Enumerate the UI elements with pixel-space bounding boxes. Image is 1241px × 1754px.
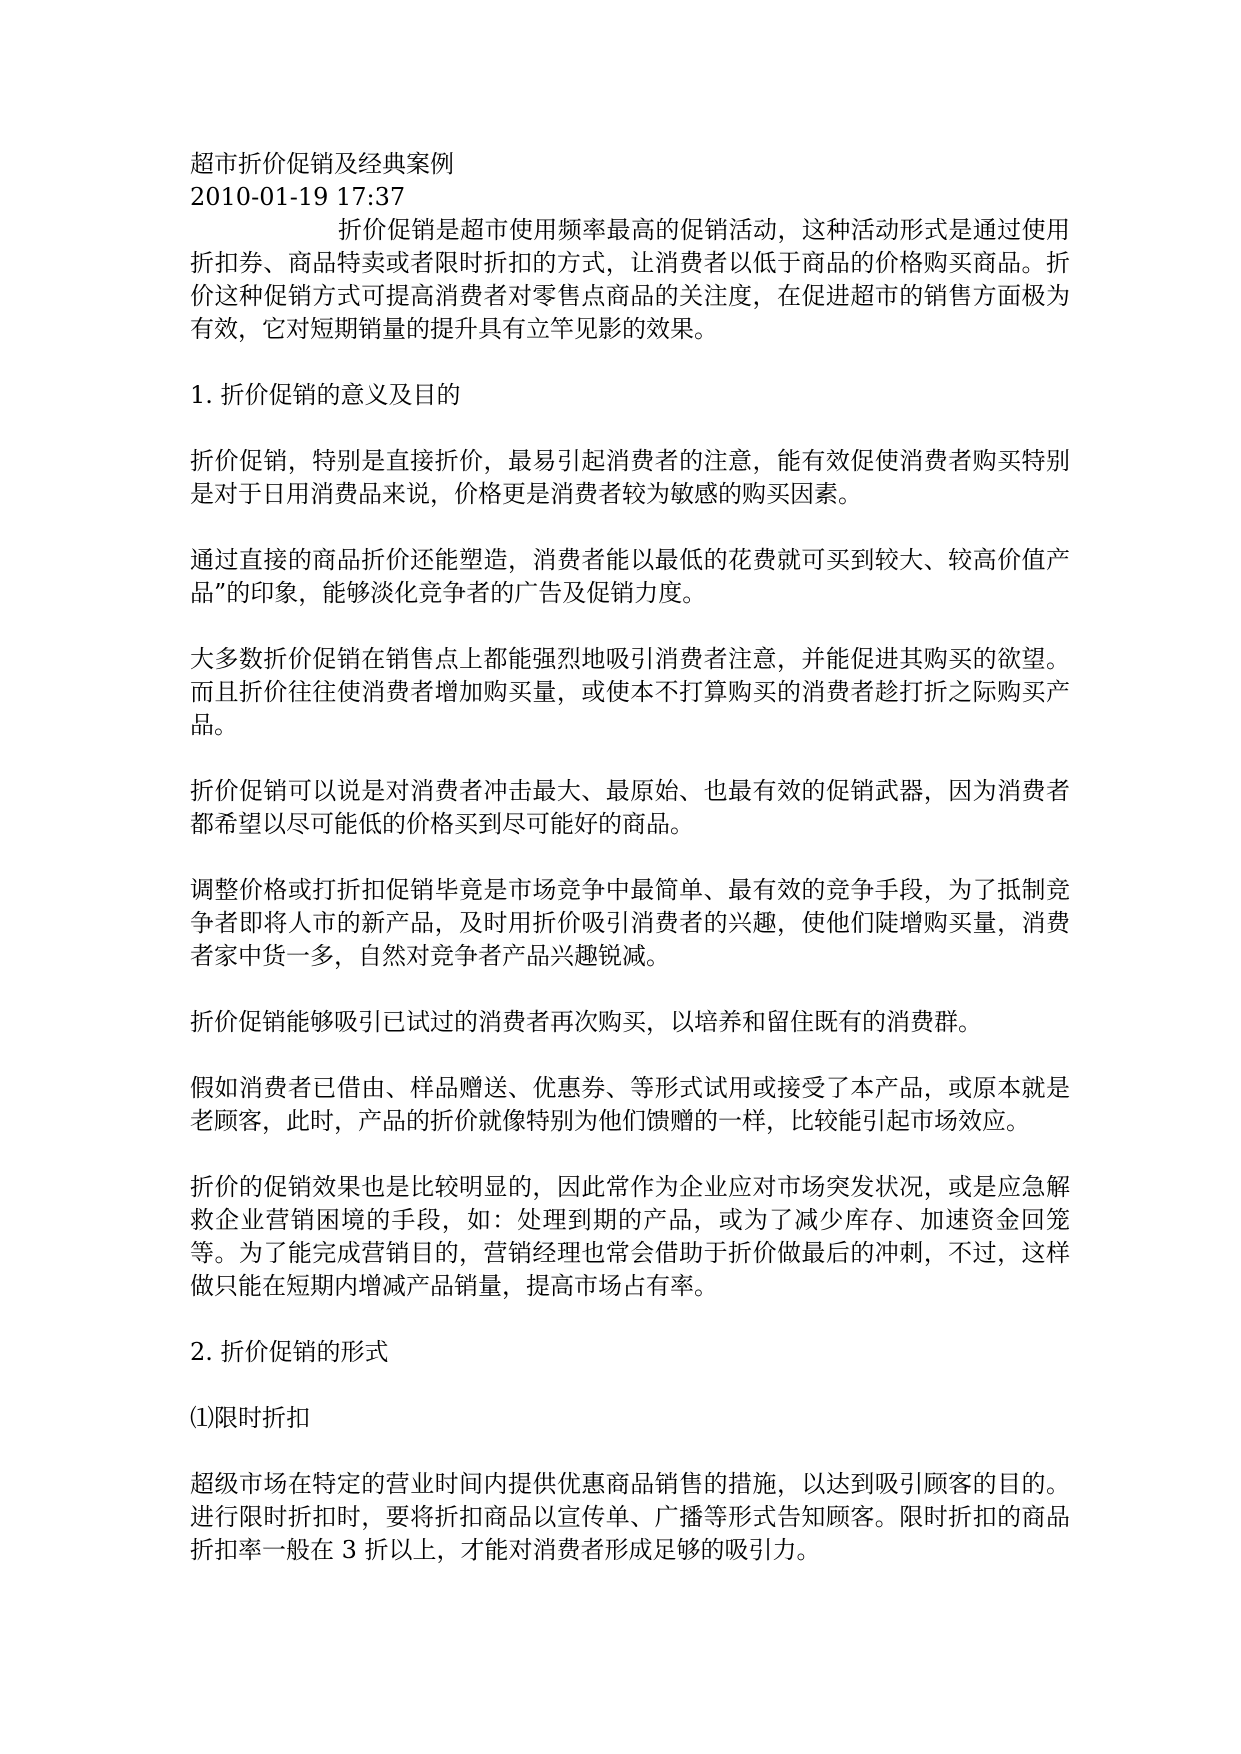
section1-paragraph-4: 折价促销可以说是对消费者冲击最大、最原始、也最有效的促销武器，因为消费者都希望以尽可能低的价格买到尽可能好的商品。 [190, 777, 1070, 838]
section1-paragraph-2: 通过直接的商品折价还能塑造，消费者能以最低的花费就可买到较大、较高价值产品”的印象，能够淡化竞争者的广告及促销力度。 [190, 546, 1070, 607]
intro-paragraph: 折价促销是超市使用频率最高的促销活动，这种活动形式是通过使用折扣券、商品特卖或者限时折扣的方式，让消费者以低于商品的价格购买商品。折价这种促销方式可提高消费者对零售点商品的关注度，在促进超市的销售方面极为有效，它对短期销量的提升具有立竿见影的效果。 [190, 216, 1070, 343]
section1-paragraph-6: 折价促销能够吸引已试过的消费者再次购买，以培养和留住既有的消费群。 [190, 1008, 982, 1036]
section2-subheading: ⑴限时折扣 [190, 1404, 310, 1432]
section1-paragraph-8: 折价的促销效果也是比较明显的，因此常作为企业应对市场突发状况，或是应急解救企业营销困境的手段，如：处理到期的产品，或为了减少库存、加速资金回笼等。为了能完成营销目的，营销经理也常会借助于折价做最后的冲刺，不过，这样做只能在短期内增减产品销量，提高市场占有率。 [190, 1173, 1070, 1300]
section1-heading: 1. 折价促销的意义及目的 [190, 381, 461, 409]
section2-heading: 2. 折价促销的形式 [190, 1338, 389, 1366]
section1-paragraph-1: 折价促销，特别是直接折价，最易引起消费者的注意，能有效促使消费者购买特别是对于日用消费品来说，价格更是消费者较为敏感的购买因素。 [190, 447, 1070, 508]
section2-paragraph-1: 超级市场在特定的营业时间内提供优惠商品销售的措施，以达到吸引顾客的目的。进行限时折扣时，要将折扣商品以宣传单、广播等形式告知顾客。限时折扣的商品折扣率一般在 3 折以上，才能对消费者形成足够的吸引力。 [190, 1470, 1070, 1564]
document-datetime: 2010-01-19 17:37 [190, 183, 406, 211]
section1-paragraph-5: 调整价格或打折扣促销毕竟是市场竞争中最简单、最有效的竞争手段，为了抵制竞争者即将人市的新产品，及时用折价吸引消费者的兴趣，使他们陡增购买量，消费者家中货一多，自然对竞争者产品兴趣锐减。 [190, 876, 1070, 970]
section1-paragraph-3: 大多数折价促销在销售点上都能强烈地吸引消费者注意，并能促进其购买的欲望。而且折价往往使消费者增加购买量，或使本不打算购买的消费者趁打折之际购买产品。 [190, 645, 1070, 739]
section1-paragraph-7: 假如消费者已借由、样品赠送、优惠券、等形式试用或接受了本产品，或原本就是老顾客，此时，产品的折价就像特别为他们馈赠的一样，比较能引起市场效应。 [190, 1074, 1070, 1135]
document-page [190, 148, 1070, 1600]
document-title: 超市折价促销及经典案例 [190, 150, 454, 178]
